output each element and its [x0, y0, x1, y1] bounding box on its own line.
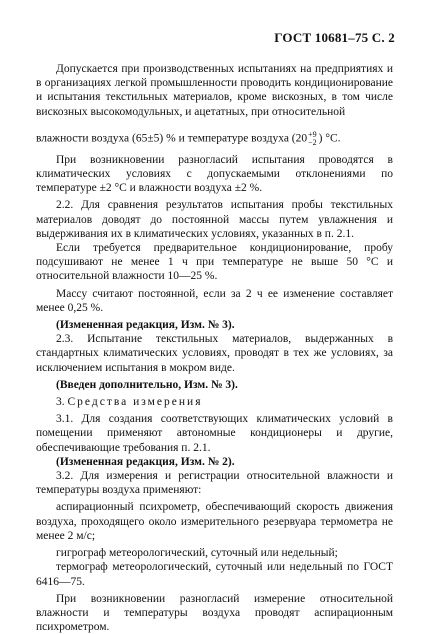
formula-text-start: влажности воздуха (65±5) % и температуре воздуха (20	[36, 132, 308, 145]
amendment-note-2: (Измененная редакция, Изм. № 2).	[56, 455, 235, 468]
tolerance-lower: −2	[308, 137, 317, 147]
tolerance-upper: +9	[308, 129, 317, 139]
list-item-psychrometer: аспирационный психрометр, обеспечивающий скорость движения воздуха, проходящего около измерительного резервуара термометра не менее 2 м/с;	[36, 501, 393, 542]
paragraph-dispute-conditions: При возникновении разногласий испытания проводятся в климатических условиях с допускаемыми отклонениями по температуре ±2 °С и влажности воздуха ±2 %.	[36, 153, 393, 195]
paragraph-preconditioning: Если требуется предварительное кондиционирование, пробу подсушивают не менее 1 ч при температуре не выше 50 °С и относительной влажности 10—25 %.	[36, 242, 393, 283]
paragraph-humidity-formula	[36, 131, 393, 147]
paragraph-constant-mass: Массу считают постоянной, если за 2 ч ее изменение составляет менее 0,25 %.	[36, 287, 393, 314]
formula-text-end: ) °С.	[318, 132, 341, 145]
paragraph-dispute-measurement: При возникновении разногласий измерение относительной влажности и температуры воздуха проводят аспирационным психрометром.	[36, 592, 393, 634]
tolerance-fraction	[308, 131, 317, 147]
paragraph-2-2: 2.2. Для сравнения результатов испытания пробы текстильных материалов доводят до постоянной массы путем увлажнения и выдерживания их в климатических условиях, указанных в п. 2.1.	[36, 199, 393, 240]
section-number: 3.	[56, 396, 65, 409]
section-heading-3	[36, 395, 393, 409]
list-item-thermograph: термограф метеорологический, суточный или недельный по ГОСТ 6416—75.	[36, 561, 393, 588]
amendment-note-3b: (Введен дополнительно, Изм. № 3).	[56, 378, 238, 391]
list-item-hygrograph: гигрограф метеорологический, суточный или недельный;	[56, 547, 338, 560]
paragraph-3-1: 3.1. Для создания соответствующих климатических условий в помещении применяют автономные кондиционеры и другие, обеспечивающие требования п. 2.1.	[36, 413, 393, 454]
document-body	[36, 62, 393, 634]
amendment-note-3a: (Измененная редакция, Изм. № 3).	[56, 319, 235, 332]
paragraph-conditioning-allowance: Допускается при производственных испытаниях на предприятиях и в организациях легкой промышленности проводить кондиционирование и испытания текстильных материалов, кроме вискозных, в том числе вискозных высокомодульных, и ацетатных, при относительной	[36, 63, 393, 118]
paragraph-2-3: 2.3. Испытание текстильных материалов, выдержанных в стандартных климатических условиях, проводят в тех же условиях, за исключением испытания в мокром виде.	[36, 333, 393, 374]
page-header: ГОСТ 10681–75 С. 2	[274, 30, 395, 45]
paragraph-3-2: 3.2. Для измерения и регистрации относительной влажности и температуры воздуха применяют:	[36, 470, 393, 497]
section-title: Средства измерения	[67, 396, 203, 409]
